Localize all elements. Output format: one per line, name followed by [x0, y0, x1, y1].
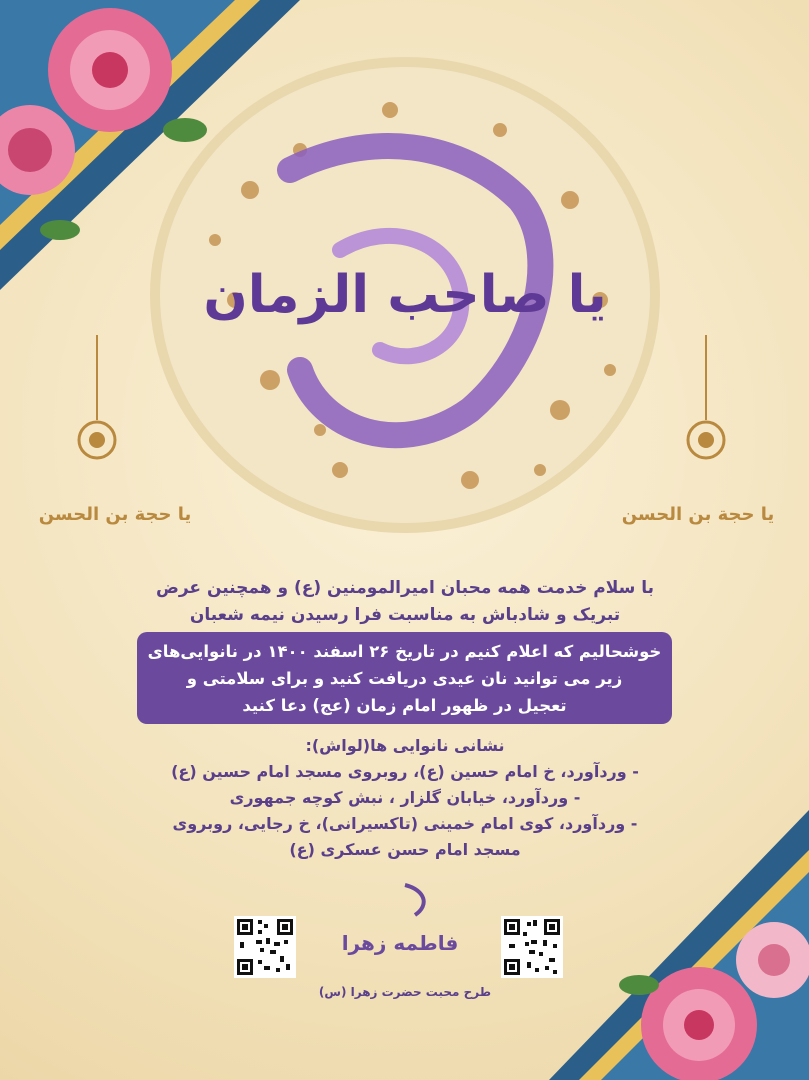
addresses-title: نشانی نانوایی ها(لواش): [305, 736, 505, 755]
address-line-3: - وردآورد، کوی امام خمینی (تاکسیرانی)، خ رجایی، روبروی [172, 814, 638, 833]
banner-line-1: خوشحالیم که اعلام کنیم در تاریخ ۲۶ اسفند ۱۴۰۰ در نانوایی‌های [147, 642, 662, 661]
zahra-logo-icon [341, 875, 459, 975]
ornament-lantern-right-icon [621, 335, 775, 565]
qr-code-right-icon[interactable] [501, 916, 563, 978]
address-line-2: - وردآورد، خیابان گلزار ، نبش کوچه جمهوری [229, 788, 581, 807]
address-line-4: مسجد امام حسن عسکری (ع) [289, 840, 521, 859]
intro-line-1: با سلام خدمت همه محبان امیرالمومنین (ع) و همچنین عرض [155, 578, 655, 598]
side-calligraphy-left: یا حجة بن الحسن [38, 504, 192, 525]
bread-calligraphy-image [140, 50, 670, 540]
ornament-lantern-left-icon [38, 335, 192, 565]
address-line-1: - وردآورد، خ امام حسین (ع)، روبروی مسجد امام حسین (ع) [171, 762, 639, 781]
logo-text: فاطمه زهرا [341, 931, 459, 955]
intro-line-2: تبریک و شادباش به مناسبت فرا رسیدن نیمه شعبان [189, 605, 621, 625]
side-calligraphy-right: یا حجة بن الحسن [621, 504, 775, 525]
qr-code-left-icon[interactable] [234, 916, 296, 978]
logo-caption: طرح محبت حضرت زهرا (س) [318, 985, 492, 999]
banner-line-3: تعجیل در ظهور امام زمان (عج) دعا کنید [242, 696, 567, 715]
banner-line-2: زیر می توانید نان عیدی دریافت کنید و برای سلامتی و [186, 669, 623, 688]
main-calligraphy: یا صاحب الزمان [203, 265, 607, 325]
announcement-banner [137, 632, 672, 724]
